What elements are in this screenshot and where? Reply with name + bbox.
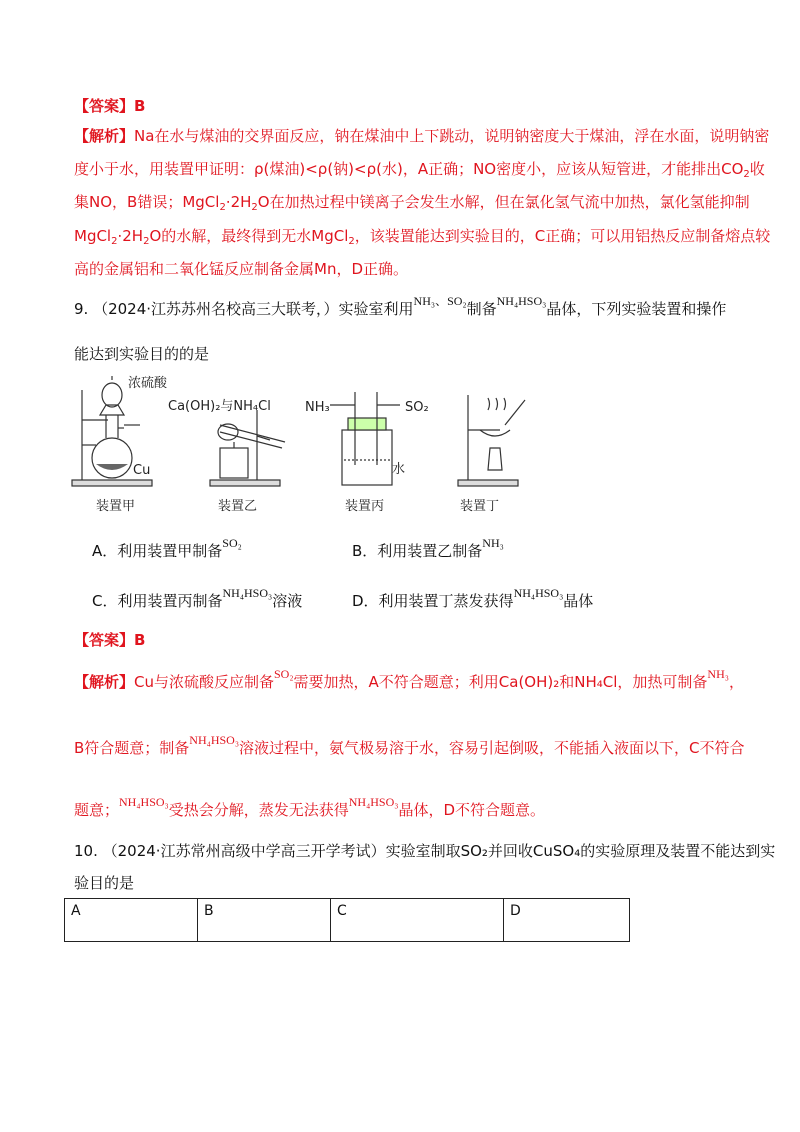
caption-c: 装置丙	[345, 499, 385, 514]
answer-label-8: 【答案】B	[74, 97, 146, 115]
table-cell-d: D	[504, 899, 630, 942]
analysis-line-2: 度小于水，用装置甲证明：ρ(煤油)<ρ(钠)<ρ(水)，A正确；NO密度小，应该从短管进，才能排出$CO_2$收	[74, 160, 765, 180]
formula: NH₄HSO₃	[496, 294, 547, 308]
option-a: A．利用装置甲制备$^{SO_2}$	[92, 536, 242, 560]
label-reagents: Ca(OH)₂与NH₄Cl	[168, 399, 271, 414]
analysis-9-line-1: 【解析】Cu与浓硫酸反应制备$^{SO_2}$需要加热，A不符合题意；利用Ca(OH)₂和NH₄Cl，加热可制备$^{NH_3}$，	[74, 667, 744, 691]
analysis-9-line-2: B符合题意；制备$^{NH_4HSO_3}$溶液过程中，氨气极易溶于水，容易引起倒吸，不能插入液面以下，C不符合	[74, 733, 745, 757]
answer-label-9: 【答案】B	[74, 631, 146, 649]
analysis-line-3: 集NO，B错误；$MgCl_2\cdot 2H_2O$在加热过程中镁离子会发生水解，但在氯化氢气流中加热，氯化氢能抑制	[74, 193, 750, 213]
question-9-line-1: 9. （2024·江苏苏州名校高三大联考，）实验室利用$^{NH_3、SO_2}$制备$^{NH_4HSO_3}$晶体，下列实验装置和操作	[74, 294, 727, 318]
table-cell-a: A	[65, 899, 198, 942]
apparatus-figure	[70, 370, 530, 515]
analysis-line-1: 【解析】Na在水与煤油的交界面反应，钠在煤油中上下跳动，说明钠密度大于煤油，浮在水面，说明钠密	[74, 127, 770, 145]
options-table	[64, 898, 630, 942]
label-conc-sulfuric-acid: 浓硫酸	[128, 376, 168, 391]
table-cell-b: B	[198, 899, 331, 942]
question-10-line-2: 验目的是	[74, 874, 135, 892]
question-9-line-2: 能达到实验目的的是	[74, 345, 210, 363]
option-c: C．利用装置丙制备$^{NH_4HSO_3}$溶液	[92, 586, 303, 610]
option-d: D．利用装置丁蒸发获得$^{NH_4HSO_3}$晶体	[352, 586, 594, 610]
apparatus-d	[458, 395, 525, 486]
formula: NH₃、SO₂	[413, 294, 467, 308]
label-water: 水	[392, 462, 406, 477]
apparatus-b	[210, 410, 285, 486]
analysis-9-line-3: 题意；$^{NH_4HSO_3}$受热会分解，蒸发无法获得$^{NH_4HSO_3}$晶体，D不符合题意。	[74, 795, 546, 819]
analysis-label: 【解析】	[74, 127, 135, 145]
caption-d: 装置丁	[460, 499, 500, 514]
label-so2: SO₂	[405, 400, 429, 415]
question-number: 9.	[74, 300, 89, 318]
label-nh3: NH₃	[305, 400, 330, 415]
caption-a: 装置甲	[96, 499, 136, 514]
option-b: B．利用装置乙制备$^{NH_3}$	[352, 536, 504, 560]
analysis-line-5: 高的金属铝和二氧化锰反应制备金属Mn，D正确。	[74, 260, 409, 278]
label-cu: Cu	[133, 463, 151, 478]
apparatus-c	[330, 392, 400, 485]
question-10-line-1: 10. （2024·江苏常州高级中学高三开学考试）实验室制取SO₂并回收CuSO₄的实验原理及装置不能达到实	[74, 842, 776, 860]
table-cell-c: C	[331, 899, 504, 942]
caption-b: 装置乙	[218, 499, 258, 514]
analysis-line-4: $MgCl_2\cdot 2H_2O$的水解，最终得到无水MgCl$_2$，该装置能达到实验目的，C正确；可以用铝热反应制备熔点较	[74, 227, 771, 247]
